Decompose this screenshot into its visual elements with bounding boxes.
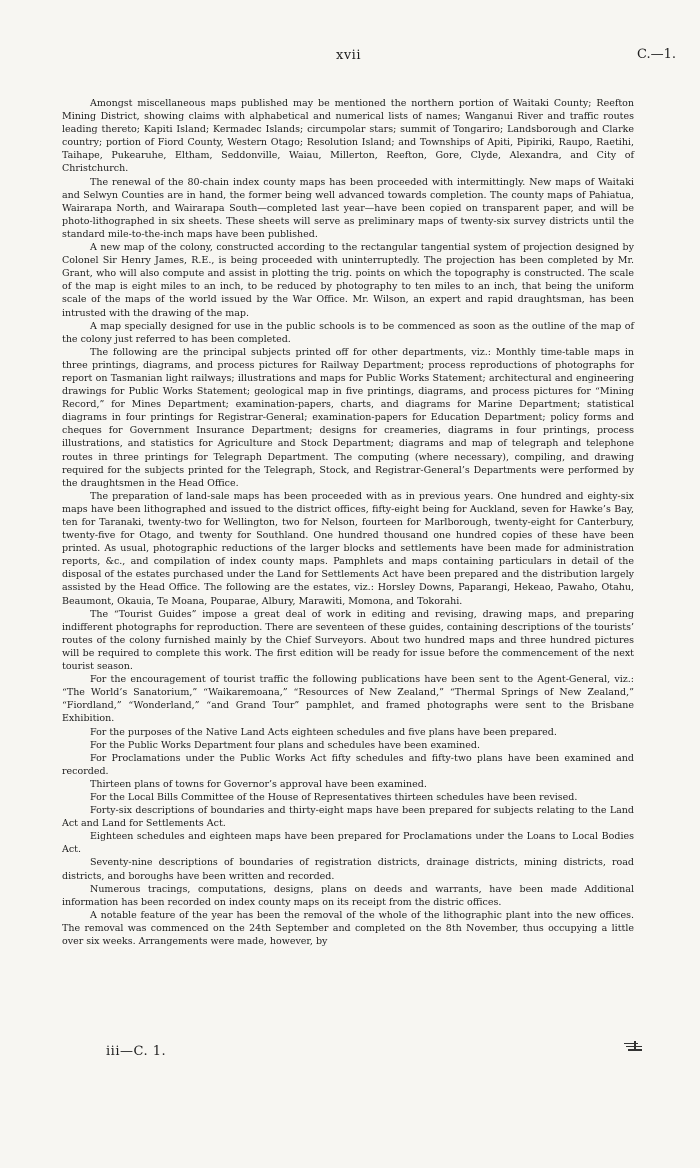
- paragraph: For the Public Works Department four plans and schedules have been examined.: [90, 739, 480, 751]
- paragraph: For the encouragement of tourist traffic the following publications have been sent to the Agent-General, viz.: “The World’s Sanatorium,” “Waikaremoana,” “Resources of New Zealand,” “Thermal Springs of New Zealand,” “Fiordland,” “Wonderland,” “and Grand Tour” pamphlet, and framed photographs were sent to the Brisbane Exhibition.: [62, 674, 634, 725]
- paragraph: For the purposes of the Native Land Acts eighteen schedules and five plans have been prepared.: [90, 726, 557, 738]
- paragraph: Numerous tracings, computations, designs, plans on deeds and warrants, have been made Additional information has been recorded on index county maps on its receipt from the distric offices.: [62, 883, 634, 908]
- paragraph: For the Local Bills Committee of the House of Representatives thirteen schedules have been revised.: [90, 791, 578, 803]
- paragraph: The “Tourist Guides” impose a great deal of work in editing and revising, drawing maps, and preparing indifferent photographs for reproduction. There are seventeen of these guides, containing descriptions of the tourists’ routes of the colony furnished mainly by the Chief Surveyors. About two hundred maps and three hundred pictures will be required to complete this work. The first edition will be ready for issue before the commencement of the next tourist season.: [62, 608, 634, 673]
- page-reference: C.—1.: [636, 47, 676, 62]
- paragraph: Forty-six descriptions of boundaries and thirty-eight maps have been prepared for subjects relating to the Land Act and Land for Settlements Act.: [62, 805, 634, 830]
- page-number: xvii: [336, 48, 361, 63]
- paragraph: The renewal of the 80-chain index county maps has been proceeded with intermittingly. New maps of Waitaki and Selwyn Counties are in hand, the former being well advanced towards completion. The county maps of Pahiatua, Wairarapa North, and Wairarapa South—completed last year—have been copied on transparent paper, and will be photo-lithographed in six sheets. These sheets will serve as preliminary maps of twenty-six survey districts until the standard mile-to-the-inch maps have been published.: [62, 176, 634, 240]
- paragraph: Thirteen plans of towns for Governor’s approval have been examined.: [90, 778, 427, 790]
- signature-mark: iii—C. 1.: [106, 1044, 167, 1059]
- paragraph: A notable feature of the year has been the removal of the whole of the lithographic plant into the new offices. The removal was commenced on the 24th September and completed on the 8th November, thus occupying a little over six weeks. Arrangements were made, however, by: [62, 909, 634, 947]
- paragraph: For Proclamations under the Public Works Act fifty schedules and fifty-two plans have been examined and recorded.: [62, 752, 634, 777]
- body-text: [62, 97, 634, 948]
- paragraph: A new map of the colony, constructed according to the rectangular tangential system of projection designed by Colonel Sir Henry James, R.E., is being proceeded with uninterruptedly. The projection has been completed by Mr. Grant, who will also compute and assist in plotting the trig. points on which the topography is constructed. The scale of the map is eight miles to an inch, to be reduced by photography to ten miles to an inch, that being the uniform scale of the maps of the world issued by the War Office. Mr. Wilson, an expert and rapid draughtsman, has been intrusted with the drawing of the map.: [62, 242, 634, 319]
- paragraph: Amongst miscellaneous maps published may be mentioned the northern portion of Waitaki County; Reefton Mining District, showing claims with alphabetical and numerical lists of names; Wanganui River and traffic routes leading thereto; Kapiti Island; Kermadec Islands; circumpolar stars; summit of Tongariro; Landsborough and Clarke country; portion of Fiord County, Western Otago; Resolution Island; and Townships of Apiti, Pipiriki, Raupo, Raetihi, Taihape, Pukearuhe, Eltham, Seddonville, Waiau, Millerton, Reefton, Gore, Clyde, Alexandra, and City of Christchurch.: [62, 98, 634, 175]
- paragraph: Seventy-nine descriptions of boundaries of registration districts, drainage districts, mining districts, road districts, and boroughs have been written and recorded.: [62, 857, 634, 882]
- paragraph: The following are the principal subjects printed off for other departments, viz.: Monthly time-table maps in three printings, diagrams, and process pictures for Railway Department; process reproductions of photographs for report on Tasmanian light railways; illustrations and maps for Public Works Statement; architectural and engineering drawings for Public Works Statement; geological map in five printings, diagrams, and process pictures for “Mining Record,” for Mines Department; examination-papers, charts, and diagrams for Marine Department; statistical diagrams in four printings for Registrar-General; examination-papers for Education Department; policy forms and cheques for Government Insurance Department; designs for creameries, diagrams in four printings, process illustrations, and statistics for Agriculture and Stock Department; diagrams and map of telegraph and telephone routes in three printings for Telegraph Department. The computing (where necessary), compiling, and drawing required for the subjects printed for the Telegraph, Stock, and Registrar-General’s Departments were performed by the draughtsmen in the Head Office.: [62, 346, 634, 489]
- paragraph: The preparation of land-sale maps has been proceeded with as in previous years. One hundred and eighty-six maps have been lithographed and issued to the district offices, fifty-eight being for Auckland, seven for Hawke’s Bay, ten for Taranaki, twenty-two for Wellington, two for Nelson, fourteen for Marlborough, twenty-eight for Canterbury, twenty-five for Otago, and twenty for Southland. One hundred thousand one hundred copies of these have been printed. As usual, photographic reductions of the larger blocks and settlements have been made for administration reports, &c., and compilation of index county maps. Pamphlets and maps containing particulars in detail of the disposal of the estates purchased under the Land for Settlements Act have been prepared and the distribution largely assisted by the Head Office. The following are the estates, viz.: Horsley Downs, Paparangi, Hekeao, Pawaho, Otahu, Beaumont, Okauia, Te Moana, Pouparae, Albury, Marawiti, Momona, and Tokorahi.: [62, 490, 634, 607]
- paragraph: A map specially designed for use in the public schools is to be commenced as soon as the outline of the map of the colony just referred to has been completed.: [62, 320, 634, 345]
- paragraph: Eighteen schedules and eighteen maps have been prepared for Proclamations under the Loans to Local Bodies Act.: [62, 831, 634, 856]
- printer-mark-icon: [622, 1040, 644, 1052]
